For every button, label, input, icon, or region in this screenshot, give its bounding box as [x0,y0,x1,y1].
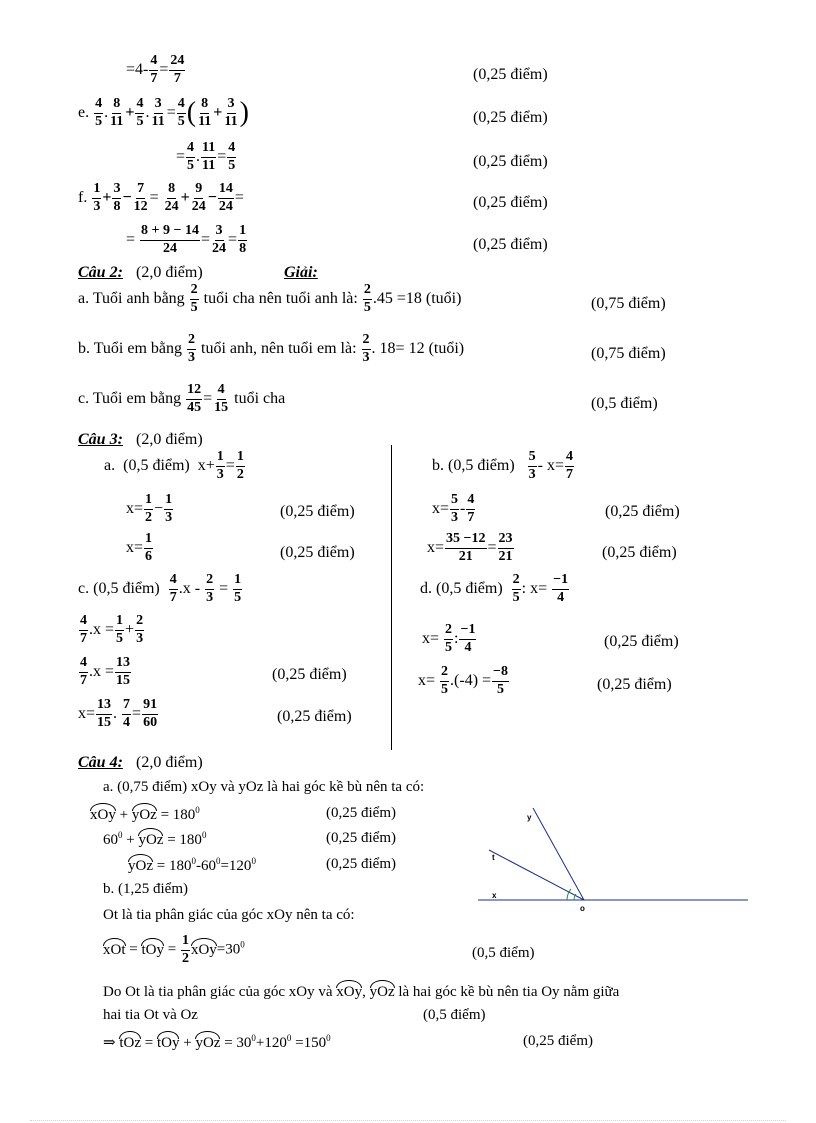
q3-points: (2,0 điểm) [136,431,203,448]
score: (0,25 điểm) [602,544,677,561]
q4-a-intro: a. (0,75 điểm) xOy và yOz là hai góc kề bù nên ta có: [103,779,425,795]
score: (0,25 điểm) [277,708,352,725]
score: (0,25 điểm) [473,236,548,253]
score: (0,25 điểm) [326,830,396,846]
score: (0,25 điểm) [523,1033,593,1049]
q2-b: b. Tuổi em bằng $\frac{2}{3}$ tuổi anh, nên tuổi em là: $\frac{2}{3}$ . 18= 12 (tuổi) [78,332,465,365]
score: (0,25 điểm) [326,805,396,821]
q4-a-line1: xOy + yOz = $180^0$ [90,805,200,823]
score: (0,25 điểm) [326,856,396,872]
q3-a-line1: x= $\frac{1}{2}$ − $\frac{1}{3}$ [126,492,173,525]
score: (0,25 điểm) [604,633,679,650]
score: (0,25 điểm) [473,194,548,211]
label-x: x [492,891,497,900]
label-o: o [580,904,585,913]
q4-b-intro: Ot là tia phân giác của góc xOy nên ta có: [103,907,355,923]
q3-d-head: d. (0,5 điểm) $\frac{2}{5}$ : x= $\frac{-1}{4}$ [420,572,569,605]
score: (0,5 điểm) [591,395,658,412]
q3-d-line1: x= $\frac{2}{5}$ : $\frac{-1}{4}$ [422,622,476,655]
q4-a-line3: yOz = $180^0-60^0=120^0$ [128,856,256,874]
q2-solution-heading: Giải: [284,264,318,281]
calc-d-line2: =4- $\frac{4}{7}$ = $\frac{24}{7}$ [126,53,185,86]
q3-b-head: b. (0,5 điểm) $\frac{5}{3}$ - x= $\frac{4}{7}$ [432,449,574,482]
score: (0,25 điểm) [473,109,548,126]
q3-c-line2: $\frac{4}{7}$ .x = $\frac{13}{15}$ [80,655,131,688]
calc-f-line2: = $\frac{8 + 9 - 14}{24}$ = $\frac{3}{24}$ = $\frac{1}{8}$ [126,223,247,256]
angle-arc [567,889,571,900]
q3-a-head: a. (0,5 điểm) x+ $\frac{1}{3}$ = $\frac{1}{2}$ [104,449,244,482]
q4-b-para-line1: Do Ot là tia phân giác của góc xOy và xOy, yOz là hai góc kề bù nên tia Oy nằm giữa [103,984,620,1000]
q3-c-line1: $\frac{4}{7}$ .x = $\frac{1}{5}$ + $\frac{2}{3}$ [80,613,144,646]
q4-b-line1: xOt = tOy = $\frac{1}{2}$ $xOy=30^0$ [103,933,245,966]
score: (0,25 điểm) [280,544,355,561]
q3-title: Câu 3: [78,431,123,448]
column-divider [391,445,392,750]
q3-b-line1: x= $\frac{5}{3}$ - $\frac{4}{7}$ [432,492,475,525]
score: (0,25 điểm) [272,666,347,683]
q3-a-line2: x= $\frac{1}{6}$ [126,531,153,564]
calc-f-line1: f. $\frac{1}{3}$ + $\frac{3}{8}$ − $\frac{7}{12}$ = $\frac{8}{24}$ + $\frac{9}{24}$ − $\frac{14}{24}$ = [78,181,244,214]
label-y: y [527,813,532,822]
score: (0,5 điểm) [472,945,535,961]
score: (0,25 điểm) [473,66,548,83]
q4-a-line2: $60^0$ + yOz = $180^0$ [103,830,207,848]
label-t: t [492,853,495,862]
q3-d-line2: x= $\frac{2}{5}$ .(-4) = $\frac{-8}{5}$ [418,664,509,697]
q2-c: c. Tuổi em bằng $\frac{12}{45}$ = $\frac{4}{15}$ tuổi cha [78,382,286,415]
q4-b-para-line2: hai tia Ot và Oz [103,1007,198,1023]
q3-b-line2: x= $\frac{35 -12}{21}$ = $\frac{23}{21}$ [427,531,513,564]
score: (0,75 điểm) [591,345,666,362]
score: (0,75 điểm) [591,295,666,312]
q3-c-head: c. (0,5 điểm) $\frac{4}{7}$ .x - $\frac{2}{3}$ = $\frac{1}{5}$ [78,572,242,605]
angle-figure [470,800,760,915]
calc-e-line1: e. $\frac{4}{5}$ . $\frac{8}{11}$ + $\frac{4}{5}$ . $\frac{3}{11}$ = $\frac{4}{5}$ ( $\frac{8}{11}$ + $\frac{3}{11}$ ) [78,96,249,129]
score: (0,25 điểm) [605,503,680,520]
score: (0,25 điểm) [473,153,548,170]
q4-b-head: b. (1,25 điểm) [103,881,188,897]
page-bottom-rule [30,1120,786,1121]
q4-points: (2,0 điểm) [136,754,203,771]
q4-title: Câu 4: [78,754,123,771]
score: (0,5 điểm) [423,1007,486,1023]
q3-c-line3: x= $\frac{13}{15}$ . $\frac{7}{4}$ = $\frac{91}{60}$ [78,697,158,730]
q4-b-final: ⇒ tOz = tOy + yOz = $30^0+120^0 =150^0$ [103,1033,331,1051]
q2-a: a. Tuổi anh bằng $\frac{2}{5}$ tuổi cha nên tuổi anh là: $\frac{2}{5}$ .45 =18 (tuổi) [78,282,462,315]
q2-points: (2,0 điểm) [136,264,203,281]
score: (0,25 điểm) [597,676,672,693]
q2-title: Câu 2: [78,264,123,281]
score: (0,25 điểm) [280,503,355,520]
calc-e-line2: = $\frac{4}{5}$ . $\frac{11}{11}$ = $\frac{4}{5}$ [176,140,236,173]
